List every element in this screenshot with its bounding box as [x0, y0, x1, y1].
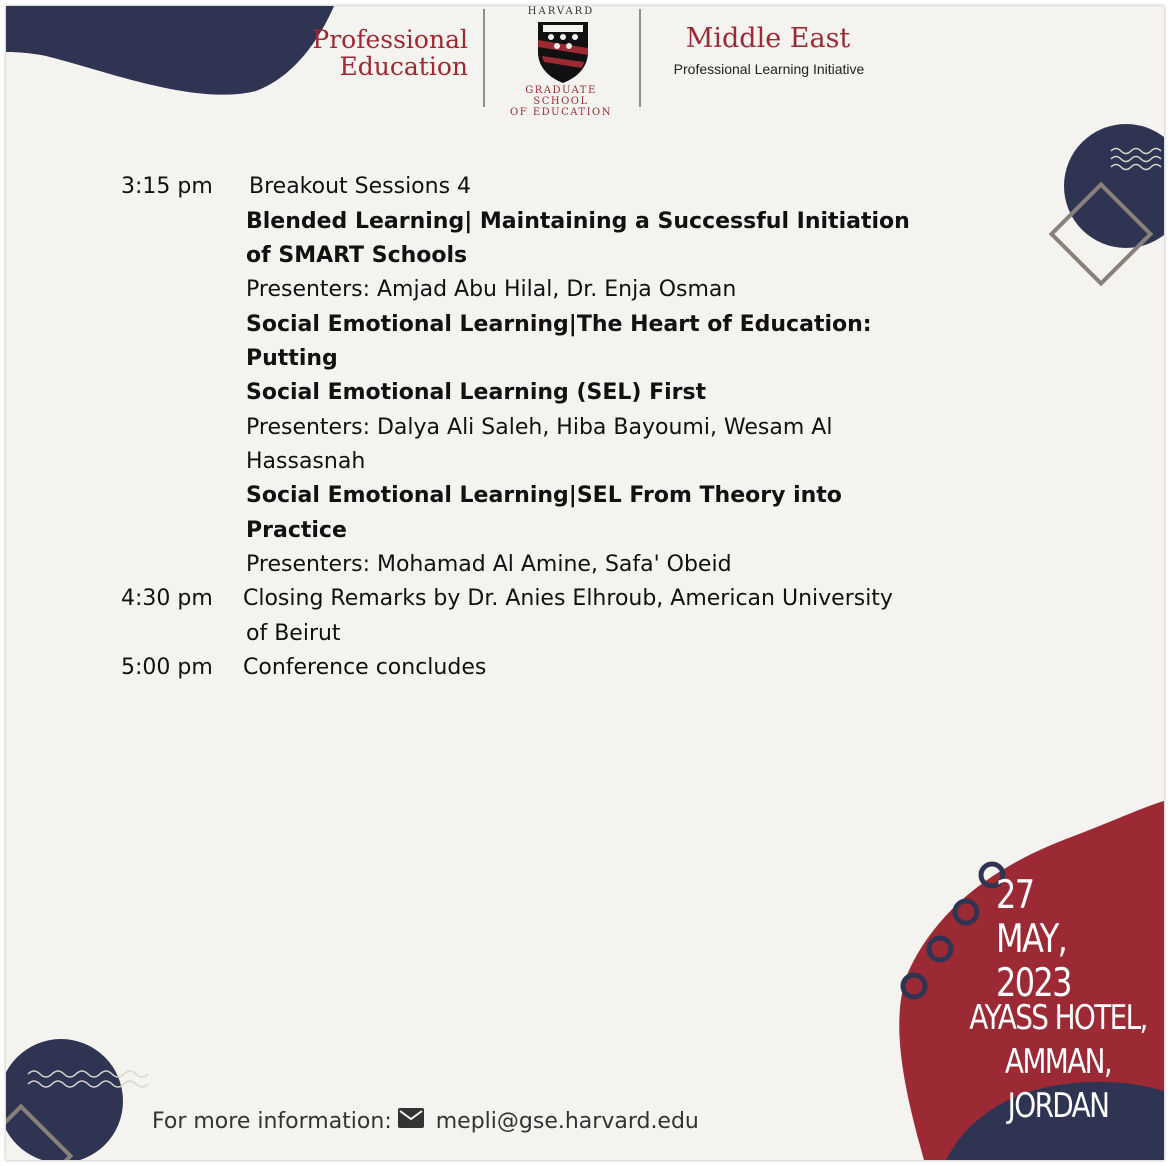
session-title: Social Emotional Learning|SEL From Theory into [246, 483, 842, 508]
presenters: Presenters: Amjad Abu Hilal, Dr. Enja Osman [246, 277, 737, 302]
date-line2: 2023 [996, 961, 1071, 1006]
schedule-line: Conference concludes [243, 655, 487, 680]
harvard-wordmark: HARVARD [527, 6, 595, 17]
gse-line1: GRADUATE SCHOOL [525, 85, 597, 107]
event-date [996, 874, 1111, 1006]
presenters: Hassasnah [246, 449, 366, 474]
envelope-icon [398, 1108, 424, 1134]
mepli-subtitle: Professional Learning Initiative [673, 61, 865, 77]
bottom-left-navy-circle [6, 1039, 123, 1160]
gse-wordmark [496, 85, 626, 118]
session-title: of SMART Schools [246, 243, 468, 268]
date-line1: 27 MAY, [996, 873, 1067, 962]
harvard-shield-icon [538, 22, 588, 83]
top-left-navy-shape [6, 6, 334, 95]
pe-logo-line1: Professional [312, 25, 468, 54]
professional-education-logo [306, 26, 468, 80]
schedule-time: 3:15 pm [121, 174, 213, 199]
header-divider-left [483, 9, 485, 107]
schedule-time: 5:00 pm [121, 655, 213, 680]
pe-logo-line2: Education [339, 52, 468, 81]
schedule-time: 4:30 pm [121, 586, 213, 611]
header-divider-right [639, 9, 641, 107]
presenters: Presenters: Mohamad Al Amine, Safa' Obeid [246, 552, 732, 577]
event-venue [951, 996, 1164, 1128]
presenters: Presenters: Dalya Ali Saleh, Hiba Bayoumi, Wesam Al [246, 415, 833, 440]
schedule-line: Breakout Sessions 4 [249, 174, 472, 199]
footer-contact [152, 1108, 699, 1134]
session-title: Practice [246, 518, 347, 543]
footer-label: For more information: [152, 1108, 392, 1134]
venue-line2: AMMAN, JORDAN [1004, 1042, 1112, 1126]
middle-east-title: Middle East [685, 23, 851, 54]
conference-agenda-poster [6, 6, 1164, 1160]
right-navy-circle [1064, 124, 1164, 248]
schedule-line: Closing Remarks by Dr. Anies Elhroub, American University [243, 586, 893, 611]
gse-line2: OF EDUCATION [510, 107, 612, 118]
schedule-line: of Beirut [246, 621, 341, 646]
session-title: Putting [246, 346, 338, 371]
session-title: Social Emotional Learning (SEL) First [246, 380, 707, 405]
venue-line1: AYASS HOTEL, [969, 998, 1147, 1038]
contact-email-link[interactable]: mepli@gse.harvard.edu [435, 1108, 699, 1134]
session-title: Blended Learning| Maintaining a Successful Initiation [246, 209, 910, 234]
session-title: Social Emotional Learning|The Heart of Education: [246, 312, 872, 337]
